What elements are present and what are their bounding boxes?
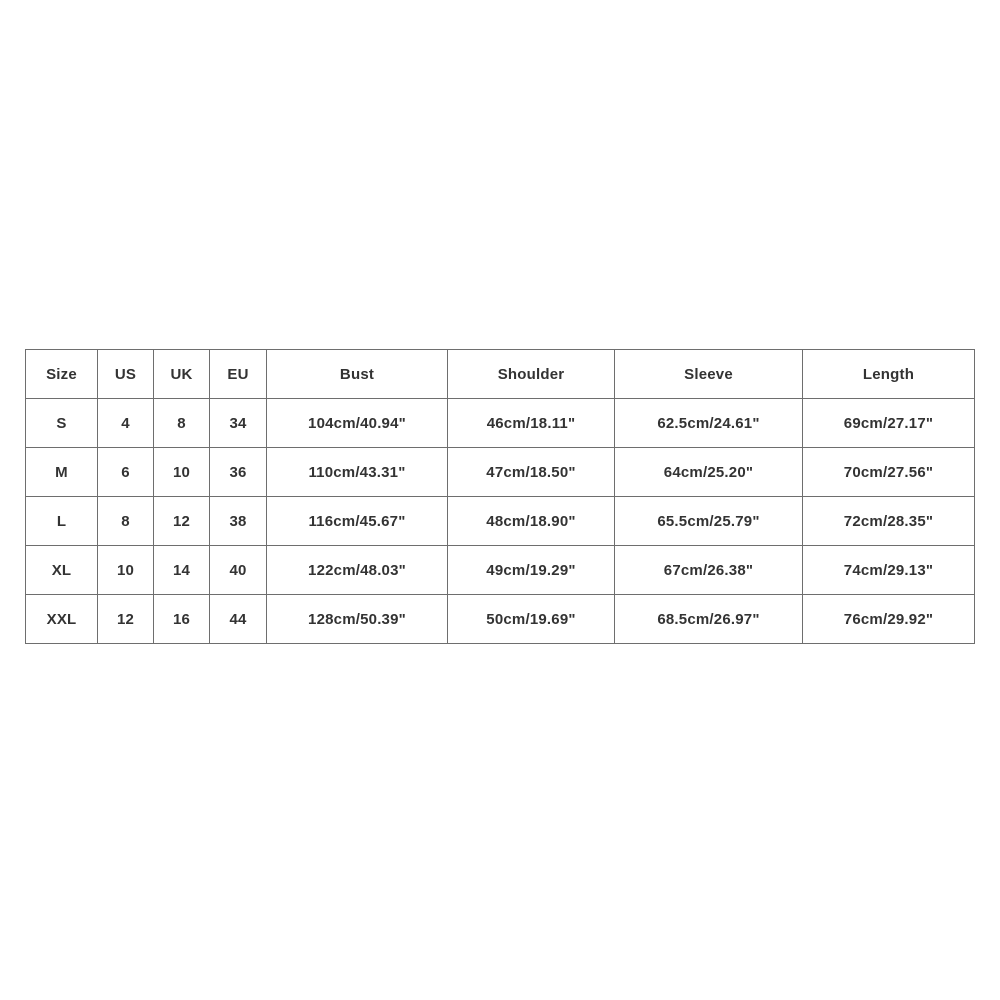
table-cell: 104cm/40.94": [267, 399, 448, 448]
table-row-s: [26, 399, 975, 448]
table-cell: 68.5cm/26.97": [615, 595, 803, 644]
table-cell: 34: [210, 399, 267, 448]
table-cell: 44: [210, 595, 267, 644]
table-header-row: [26, 350, 975, 399]
table-cell: 8: [98, 497, 154, 546]
table-cell: 70cm/27.56": [803, 448, 975, 497]
table-cell: 64cm/25.20": [615, 448, 803, 497]
table-cell: 110cm/43.31": [267, 448, 448, 497]
header-us: US: [98, 350, 154, 399]
size-chart: [25, 349, 974, 644]
header-length: Length: [803, 350, 975, 399]
table-cell: 49cm/19.29": [448, 546, 615, 595]
table-cell: 122cm/48.03": [267, 546, 448, 595]
table-cell: 14: [154, 546, 210, 595]
table-cell: 12: [154, 497, 210, 546]
table-cell: 16: [154, 595, 210, 644]
table-row-l: [26, 497, 975, 546]
table-cell: 128cm/50.39": [267, 595, 448, 644]
header-shoulder: Shoulder: [448, 350, 615, 399]
table-cell: 36: [210, 448, 267, 497]
table-cell: 48cm/18.90": [448, 497, 615, 546]
table-cell: 12: [98, 595, 154, 644]
table-cell: 46cm/18.11": [448, 399, 615, 448]
table-cell: 40: [210, 546, 267, 595]
table-cell: 4: [98, 399, 154, 448]
header-size: Size: [26, 350, 98, 399]
table-cell: 38: [210, 497, 267, 546]
header-sleeve: Sleeve: [615, 350, 803, 399]
table-cell: 50cm/19.69": [448, 595, 615, 644]
table-cell: 65.5cm/25.79": [615, 497, 803, 546]
table-cell: XXL: [26, 595, 98, 644]
table-cell: 74cm/29.13": [803, 546, 975, 595]
table-cell: 47cm/18.50": [448, 448, 615, 497]
header-bust: Bust: [267, 350, 448, 399]
table-cell: L: [26, 497, 98, 546]
table-cell: 116cm/45.67": [267, 497, 448, 546]
table-cell: 69cm/27.17": [803, 399, 975, 448]
table-cell: 6: [98, 448, 154, 497]
table-cell: 67cm/26.38": [615, 546, 803, 595]
table-cell: 10: [98, 546, 154, 595]
table-cell: M: [26, 448, 98, 497]
size-chart-table: [25, 349, 975, 644]
table-cell: 76cm/29.92": [803, 595, 975, 644]
header-eu: EU: [210, 350, 267, 399]
table-row-m: [26, 448, 975, 497]
table-cell: 62.5cm/24.61": [615, 399, 803, 448]
table-cell: 10: [154, 448, 210, 497]
table-row-xl: [26, 546, 975, 595]
table-cell: XL: [26, 546, 98, 595]
table-cell: S: [26, 399, 98, 448]
header-uk: UK: [154, 350, 210, 399]
table-cell: 72cm/28.35": [803, 497, 975, 546]
table-cell: 8: [154, 399, 210, 448]
table-row-xxl: [26, 595, 975, 644]
